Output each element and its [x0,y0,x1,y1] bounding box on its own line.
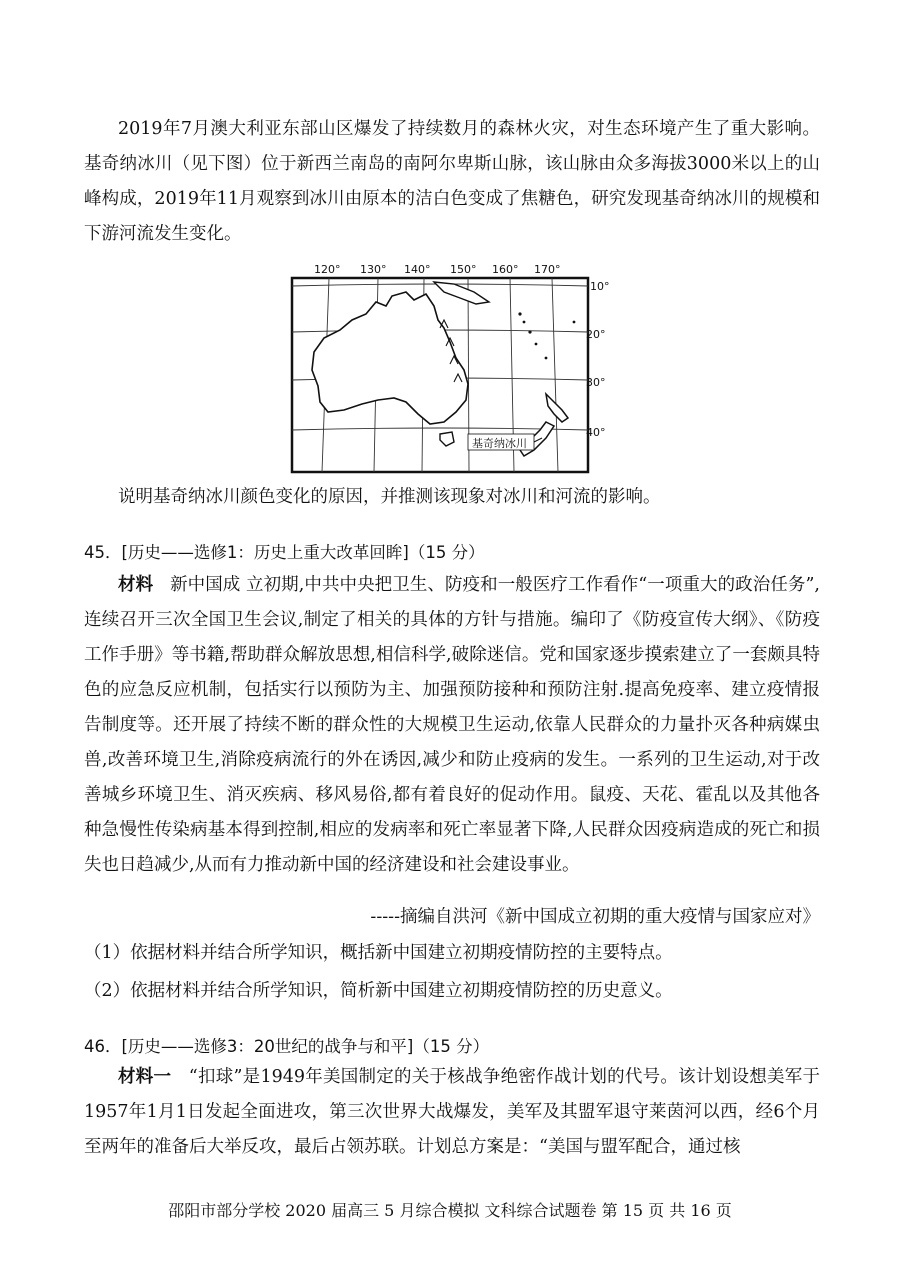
intro-paragraph: 2019年7月澳大利亚东部山区爆发了持续数月的森林火灾，对生态环境产生了重大影响。基奇纳冰川（见下图）位于新西兰南岛的南阿尔卑斯山脉，该山脉由众多海拔3000米以上的山峰构成，2019年11月观察到冰川由原本的洁白色变成了焦糖色，研究发现基奇纳冰川的规模和下游河流发生变化。 [84,119,820,244]
q46-heading: 46．[历史——选修3：20世纪的战争与和平]（15 分） [84,1037,490,1056]
glacier-label: 基奇纳冰川 [472,437,527,450]
q45-subquestion-2: （2）依据材料并结合所学知识，简析新中国建立初期疫情防控的历史意义。 [84,981,673,1001]
lon-label: 120° [314,263,341,276]
lat-label: 20° [586,328,606,341]
latitude-labels [586,280,610,439]
lat-label: 40° [586,426,606,439]
australia-newzealand-map [284,262,614,478]
q45-heading: 45．[历史——选修1：历史上重大改革回眸]（15 分） [84,543,485,562]
longitude-labels [314,263,561,276]
lon-label: 170° [534,263,561,276]
q45-material [84,568,820,883]
q46-material [84,1060,820,1165]
lat-label: 30° [586,376,606,389]
q45-subquestion-1: （1）依据材料并结合所学知识，概括新中国建立初期疫情防控的主要特点。 [84,943,673,963]
q45-material-label: 材料 [118,575,154,595]
q46-material-text: “扣球”是1949年美国制定的关于核战争绝密作战计划的代号。该计划设想美军于1957年1月1日发起全面进攻，第三次世界大战爆发，美军及其盟军退守莱茵河以西，经6个月至两年的准备后大举反攻，最后占领苏联。计划总方案是：“美国与盟军配合，通过核 [84,1067,820,1157]
q46-material-label: 材料一 [118,1067,172,1087]
lon-label: 130° [360,263,387,276]
lon-label: 160° [492,263,519,276]
q45-material-text: 新中国成 立初期,中共中央把卫生、防疫和一般医疗工作看作“一项重大的政治任务”,连续召开三次全国卫生会议,制定了相关的具体的方针与措施。编印了《防疫宣传大纲》、《防疫工作手册》等书籍,帮助群众解放思想,相信科学,破除迷信。党和国家逐步摸索建立了一套颇具特色的应急反应机制，包括实行以预防为主、加强预防接种和预防注射.提高免疫率、建立疫情报告制度等。还开展了持续不断的群众性的大规模卫生运动,依靠人民群众的力量扑灭各种病媒虫兽,改善环境卫生,消除疫病流行的外在诱因,减少和防止疫病的发生。一系列的卫生运动,对于改善城乡环境卫生、消灭疾病、移风易俗,都有着良好的促动作用。鼠疫、天花、霍乱以及其他各种急慢性传染病基本得到控制,相应的发病率和死亡率显著下降,人民群众因疫病造成的死亡和损失也日趋减少,从而有力推动新中国的经济建设和社会建设事业。 [84,575,820,875]
page-footer: 邵阳市部分学校 2020 届高三 5 月综合模拟 文科综合试题卷 第 15 页 共 16 页 [168,1201,732,1220]
lon-label: 140° [404,263,431,276]
lat-label: 10° [590,280,610,293]
q45-source: -----摘编自洪河《新中国成立初期的重大疫情与国家应对》 [370,907,820,927]
lon-label: 150° [450,263,477,276]
map-figure [284,262,614,478]
q44-prompt: 说明基奇纳冰川颜色变化的原因，并推测该现象对冰川和河流的影响。 [118,487,661,507]
